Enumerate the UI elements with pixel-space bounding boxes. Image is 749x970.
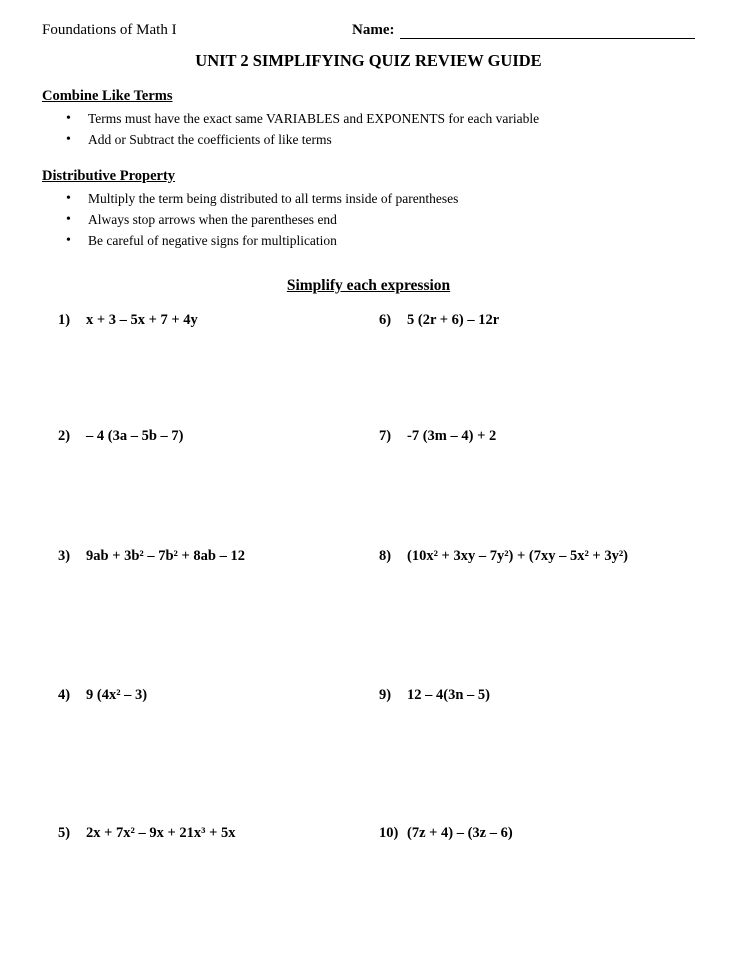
- problems-list: [42, 312, 695, 842]
- course-title: Foundations of Math I: [42, 22, 177, 38]
- problem-row: [42, 687, 695, 825]
- distributive-property-bullets: [42, 188, 695, 252]
- problem-number: 1): [58, 311, 71, 328]
- problem-8: [379, 548, 695, 565]
- problem-row: [42, 428, 695, 548]
- problem-2: [42, 428, 379, 445]
- name-field: [352, 22, 695, 39]
- name-blank-line: [400, 23, 695, 39]
- problem-4: [42, 687, 379, 704]
- problem-number: 6): [379, 311, 392, 328]
- problem-number: 5): [58, 824, 71, 841]
- problem-number: 4): [58, 686, 71, 703]
- section-combine-like-terms: [42, 88, 695, 151]
- section-distributive-property: [42, 168, 695, 252]
- problem-6: [379, 312, 695, 329]
- name-label: Name:: [352, 22, 395, 38]
- problem-expression: 9ab + 3b² – 7b² + 8ab – 12: [86, 547, 245, 564]
- problem-number: 3): [58, 547, 71, 564]
- problem-7: [379, 428, 695, 445]
- section-heading-combine-like-terms: Combine Like Terms: [42, 88, 173, 104]
- page-title: UNIT 2 SIMPLIFYING QUIZ REVIEW GUIDE: [195, 51, 542, 70]
- problem-expression: (10x² + 3xy – 7y²) + (7xy – 5x² + 3y²): [407, 547, 628, 564]
- problem-3: [42, 548, 379, 565]
- problem-number: 9): [379, 686, 392, 703]
- problem-expression: x + 3 – 5x + 7 + 4y: [86, 311, 198, 328]
- problem-1: [42, 312, 379, 329]
- problem-number: 2): [58, 427, 71, 444]
- problem-9: [379, 687, 695, 704]
- bullet-item: • Be careful of negative signs for multiplication: [42, 230, 695, 251]
- section-heading-distributive-property: Distributive Property: [42, 167, 176, 184]
- problems-heading: Simplify each expression: [286, 276, 451, 294]
- problem-expression: 2x + 7x² – 9x + 21x³ + 5x: [86, 824, 236, 841]
- combine-like-terms-bullets: [42, 108, 695, 151]
- problem-number: 10): [379, 824, 399, 841]
- problem-expression: -7 (3m – 4) + 2: [407, 427, 497, 444]
- problem-expression: – 4 (3a – 5b – 7): [86, 427, 184, 444]
- bullet-item: • Always stop arrows when the parentheses end: [42, 209, 695, 230]
- problem-expression: 9 (4x² – 3): [86, 686, 148, 703]
- bullet-item: • Terms must have the exact same VARIABLES and EXPONENTS for each variable: [42, 108, 695, 129]
- problem-expression: 12 – 4(3n – 5): [407, 686, 490, 703]
- problem-number: 7): [379, 427, 392, 444]
- bullet-item: • Add or Subtract the coefficients of like terms: [42, 129, 695, 150]
- problem-expression: 5 (2r + 6) – 12r: [407, 311, 500, 328]
- problem-10: [379, 825, 695, 842]
- problem-expression: (7z + 4) – (3z – 6): [407, 824, 513, 841]
- problem-row: [42, 312, 695, 428]
- problem-5: [42, 825, 379, 842]
- problem-row: [42, 548, 695, 687]
- bullet-item: • Multiply the term being distributed to all terms inside of parentheses: [42, 188, 695, 209]
- problem-row: [42, 825, 695, 842]
- worksheet-header: [42, 22, 695, 39]
- problem-number: 8): [379, 547, 392, 564]
